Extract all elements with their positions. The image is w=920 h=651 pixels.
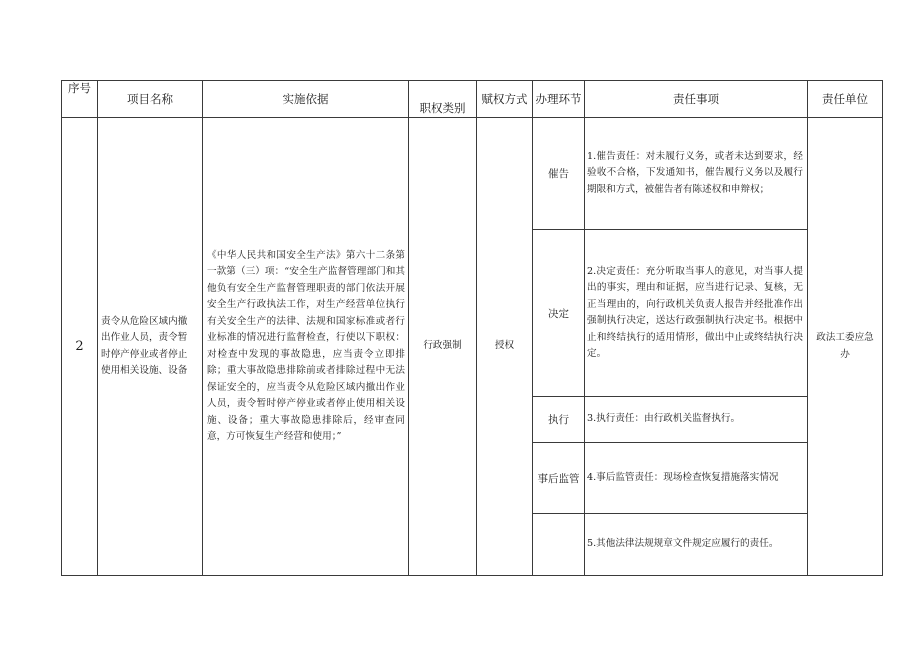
header-basis: 实施依据 — [203, 81, 409, 118]
row-grant-mode: 授权 — [477, 118, 533, 576]
header-category: 职权类别 — [409, 81, 477, 118]
row-basis: 《中华人民共和国安全生产法》第六十二条第一款第（三）项：“安全生产监督管理部门和其他负有安全生产监督管理职责的部门依法开展安全生产行政执法工作，对生产经营单位执行有关安全生产的法律、法规和国家标准或者行业标准的情况进行监督检查，行使以下职权：对检查中发现的事故隐患，应当责令立即排除；重大事故隐患排除前或者排除过程中无法保证安全的，应当责令从危险区域内撤出作业人员，责令暂时停产停业或者停止使用相关设施、设备；重大事故隐患排除后，经审查同意，方可恢复生产经营和使用；” — [203, 118, 409, 576]
row-seq: 2 — [62, 118, 98, 576]
row-item-name: 责令从危险区域内撤出作业人员，责令暂时停产停业或者停止使用相关设施、设备 — [98, 118, 203, 576]
row-category: 行政强制 — [409, 118, 477, 576]
duty-cell: 5.其他法律法规规章文件规定应履行的责任。 — [585, 514, 808, 576]
header-stage: 办理环节 — [533, 81, 585, 118]
row-unit: 政法工委应急办 — [808, 118, 883, 576]
responsibility-table — [61, 80, 883, 576]
table-row — [62, 118, 883, 230]
header-grant-mode: 赋权方式 — [477, 81, 533, 118]
duty-cell: 4.事后监管责任：现场检查恢复措施落实情况 — [585, 443, 808, 514]
header-unit: 责任单位 — [808, 81, 883, 118]
header-duty: 责任事项 — [585, 81, 808, 118]
header-row — [62, 81, 883, 118]
stage-cell: 决定 — [533, 230, 585, 397]
duty-cell: 3.执行责任：由行政机关监督执行。 — [585, 397, 808, 443]
stage-cell: 执行 — [533, 397, 585, 443]
stage-cell: 催告 — [533, 118, 585, 230]
header-item-name: 项目名称 — [98, 81, 203, 118]
duty-cell: 2.决定责任：充分听取当事人的意见，对当事人提出的事实，理由和证据，应当进行记录、复核，无正当理由的，向行政机关负责人报告并经批准作出强制执行决定，送达行政强制执行决定书。根据中止和终结执行的适用情形，做出中止或终结执行决定。 — [585, 230, 808, 397]
stage-cell: 事后监管 — [533, 443, 585, 514]
header-seq: 序号 — [62, 81, 98, 118]
duty-cell: 1.催告责任：对未履行义务，或者未达到要求，经验收不合格，下发通知书，催告履行义务以及履行期限和方式，被催告者有陈述权和申辩权； — [585, 118, 808, 230]
stage-cell — [533, 514, 585, 576]
